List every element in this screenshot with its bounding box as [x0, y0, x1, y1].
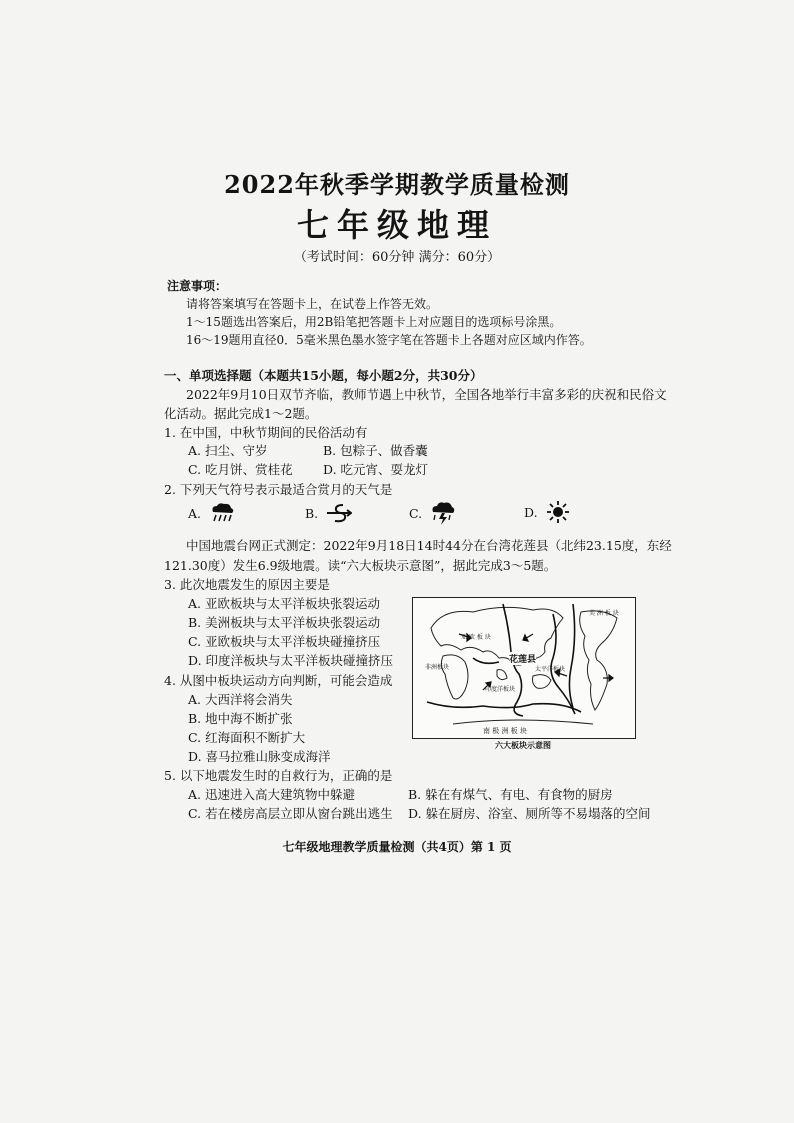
- question-1-option-b[interactable]: B. 包粽子、做香囊: [323, 443, 428, 458]
- map-label-africa: 非洲板块: [425, 664, 450, 671]
- map-caption: 六大板块示意图: [495, 740, 551, 750]
- question-5-option-b[interactable]: B. 躲在有煤气、有电、有食物的厨房: [408, 787, 613, 802]
- question-3-stem: 3. 此次地震发生的原因主要是: [164, 577, 330, 592]
- page-footer: 七年级地理教学质量检测（共4页）第 1 页: [282, 840, 512, 854]
- option-label: B.: [305, 505, 319, 521]
- question-4-option-d[interactable]: D. 喜马拉雅山脉变成海洋: [188, 749, 331, 764]
- question-2-option-a[interactable]: [188, 502, 235, 524]
- section-heading: 一、单项选择题（本题共15小题，每小题2分，共30分）: [164, 368, 483, 383]
- question-2-option-c[interactable]: [409, 500, 456, 526]
- map-label-america: 美 洲 板 块: [589, 610, 619, 617]
- option-label: A.: [188, 505, 202, 521]
- question-1-option-c[interactable]: C. 吃月饼、赏桂花: [188, 462, 293, 477]
- question-1-stem: 1. 在中国，中秋节期间的民俗活动有: [164, 425, 368, 440]
- question-2-option-b[interactable]: [305, 502, 352, 524]
- question-4-option-c[interactable]: C. 红海面积不断扩大: [188, 730, 306, 745]
- map-label-eurasia: 亚 欧 板 块: [461, 634, 491, 641]
- sunny-icon: [546, 500, 570, 524]
- map-label-hualien: 花莲县: [509, 652, 536, 665]
- exam-title: 2022年秋季学期教学质量检测: [224, 170, 570, 199]
- subject-title: 七年级地理: [296, 206, 497, 244]
- notice-line: 请将答案填写在答题卡上，在试卷上作答无效。: [186, 297, 439, 311]
- notice-line: 1～15题选出答案后，用2B铅笔把答题卡上对应题目的选项标号涂黑。: [186, 315, 562, 329]
- notice-heading: 注意事项：: [167, 279, 228, 293]
- question-5-stem: 5. 以下地震发生时的自救行为，正确的是: [164, 768, 393, 783]
- intro-text: 2022年9月10日双节齐临，教师节遇上中秋节，全国各地举行丰富多彩的庆祝和民俗文: [186, 387, 667, 402]
- question-4-option-a[interactable]: A. 大西洋将会消失: [188, 692, 293, 707]
- map-label-pacific: 太平洋板块: [535, 666, 566, 673]
- exam-info: （考试时间：60分钟 满分：60分）: [293, 250, 501, 265]
- option-label: D.: [524, 504, 538, 520]
- question-5-option-d[interactable]: D. 躲在厨房、浴室、厕所等不易塌落的空间: [408, 806, 651, 821]
- intro-text: 中国地震台网正式测定：2022年9月18日14时44分在台湾花莲县（北纬23.15度，东经: [186, 538, 672, 553]
- question-3-option-a[interactable]: A. 亚欧板块与太平洋板块张裂运动: [188, 596, 380, 611]
- map-label-antarctic: 南 极 洲 板 块: [483, 727, 527, 735]
- question-3-option-b[interactable]: B. 美洲板块与太平洋板块张裂运动: [188, 615, 381, 630]
- question-1-option-a[interactable]: A. 扫尘、守岁: [188, 443, 268, 458]
- question-5-option-a[interactable]: A. 迅速进入高大建筑物中躲避: [188, 787, 355, 802]
- thunderstorm-icon: [430, 500, 456, 526]
- plate-map: [412, 597, 636, 739]
- question-1-option-d[interactable]: D. 吃元宵、耍龙灯: [323, 462, 429, 477]
- rain-snow-icon: [209, 502, 235, 524]
- question-2-stem: 2. 下列天气符号表示最适合赏月的天气是: [164, 482, 393, 497]
- intro-text: 121.30度）发生6.9级地震。读“六大板块示意图”，据此完成3～5题。: [164, 558, 557, 573]
- question-3-option-c[interactable]: C. 亚欧板块与太平洋板块碰撞挤压: [188, 634, 381, 649]
- question-4-stem: 4. 从图中板块运动方向判断，可能会造成: [164, 673, 393, 688]
- question-2-option-d[interactable]: [524, 500, 570, 524]
- map-label-indian: 印度洋板块: [485, 686, 516, 693]
- notice-line: 16～19题用直径0．5毫米黑色墨水签字笔在答题卡上各题对应区域内作答。: [186, 333, 592, 347]
- intro-text: 化活动。据此完成1～2题。: [164, 406, 318, 421]
- question-3-option-d[interactable]: D. 印度洋板块与太平洋板块碰撞挤压: [188, 653, 394, 668]
- question-5-option-c[interactable]: C. 若在楼房高层立即从窗台跳出逃生: [188, 806, 393, 821]
- question-4-option-b[interactable]: B. 地中海不断扩张: [188, 711, 293, 726]
- sandstorm-icon: [326, 502, 352, 524]
- option-label: C.: [409, 505, 423, 521]
